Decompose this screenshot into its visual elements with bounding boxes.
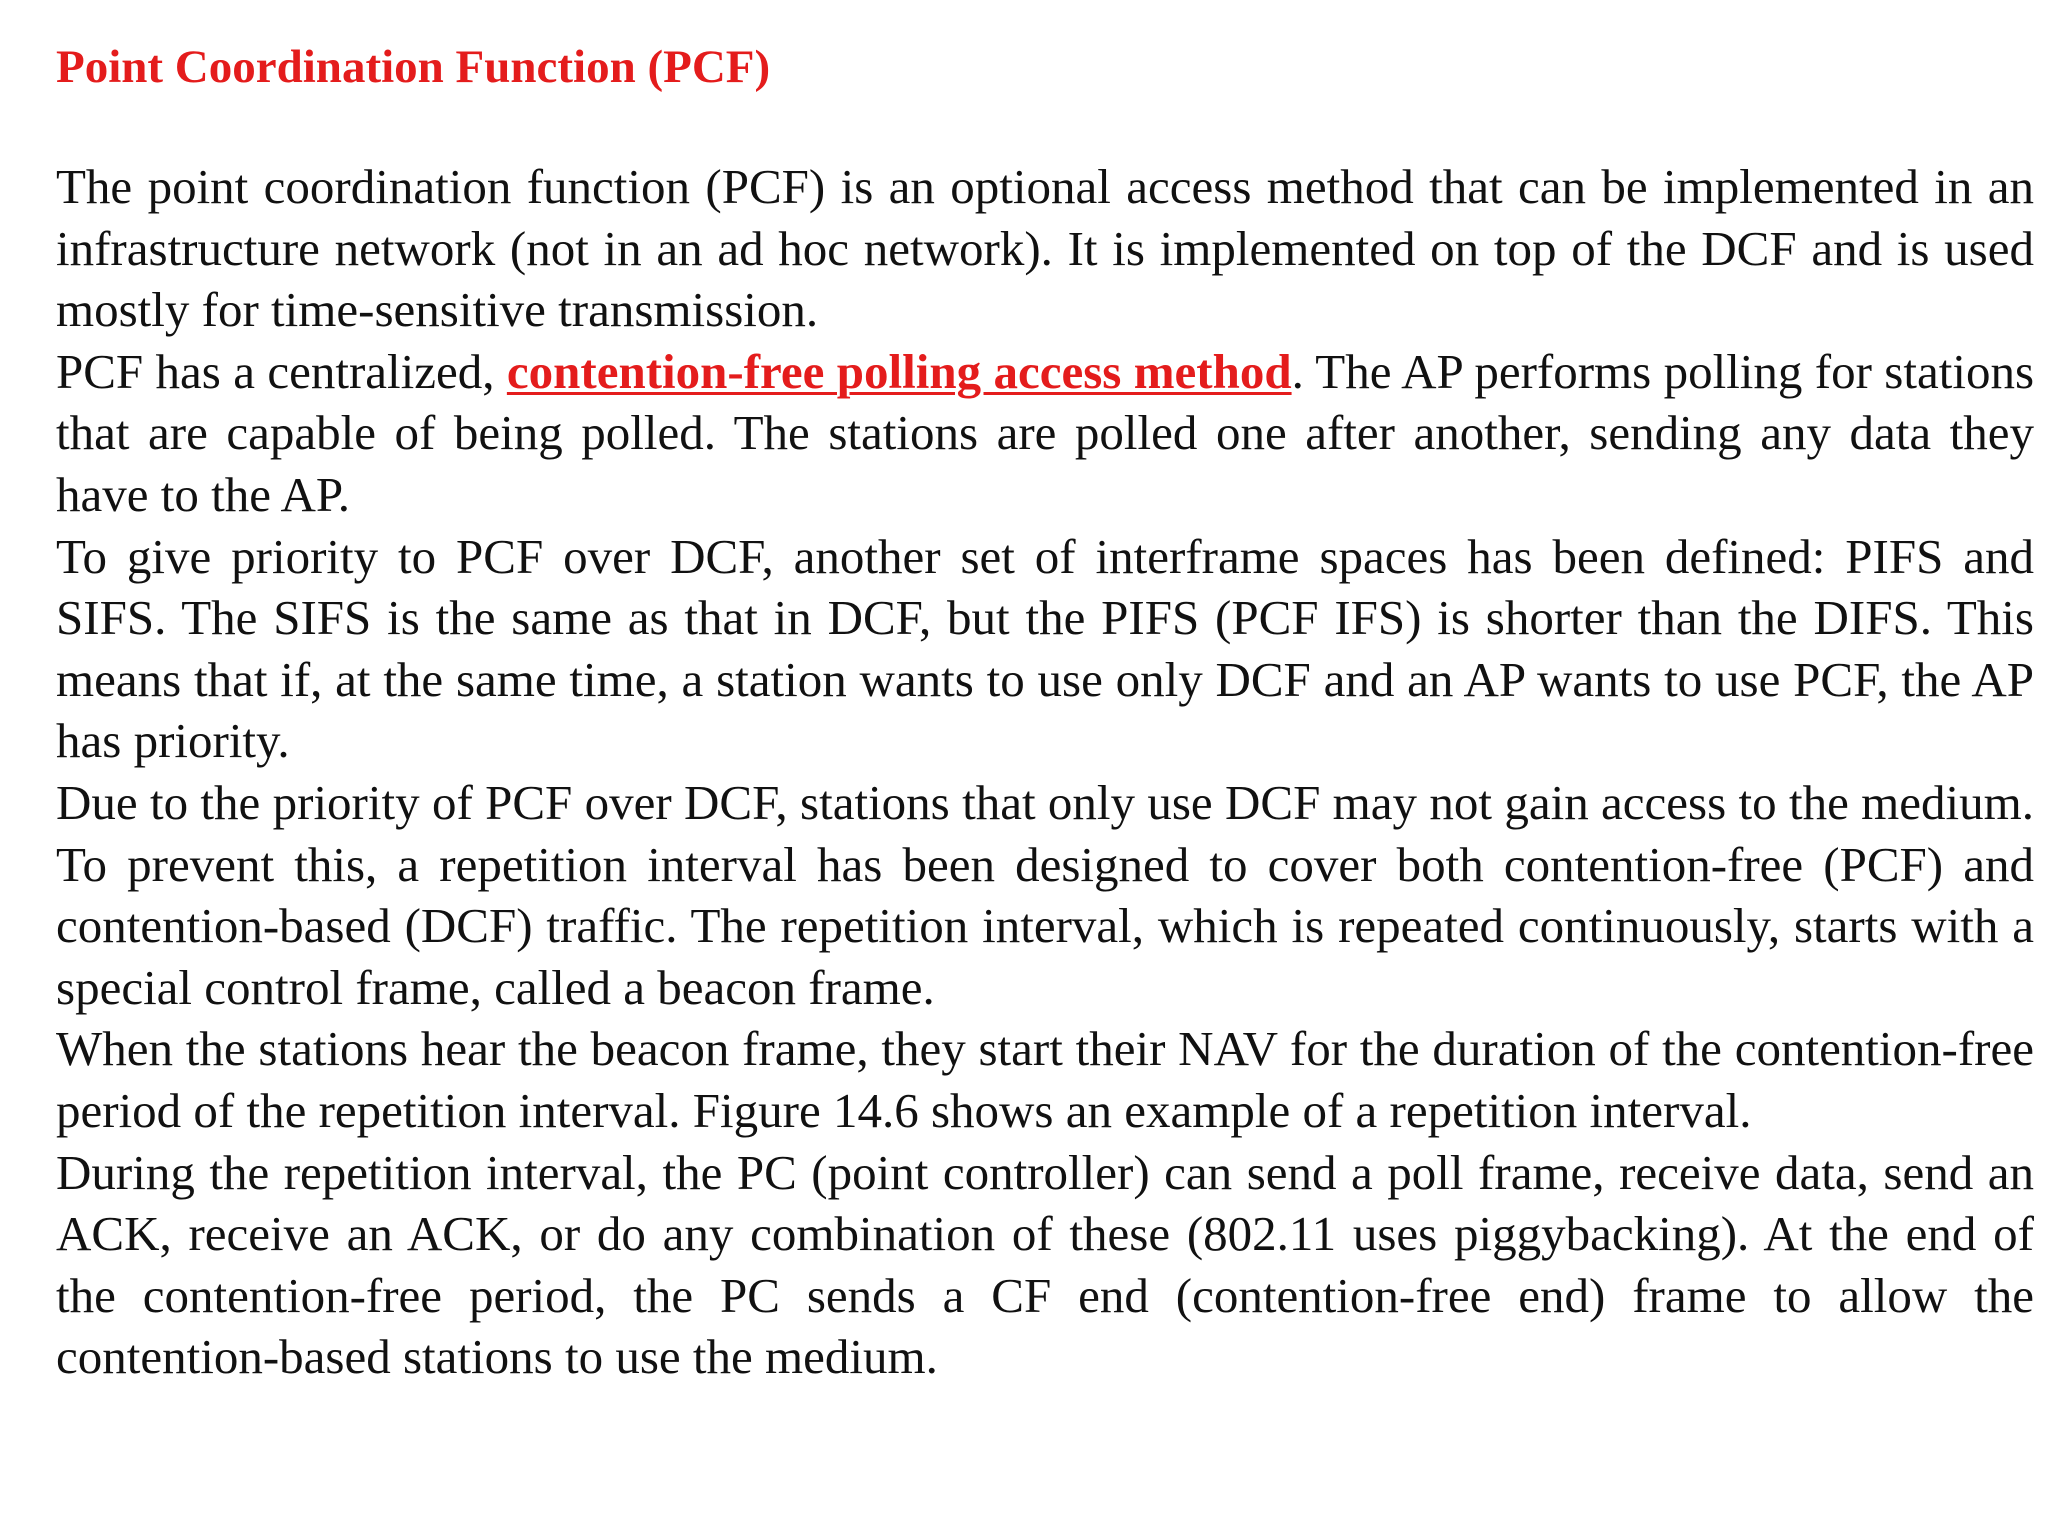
document-body (56, 156, 2034, 1388)
paragraph-repetition-interval: Due to the priority of PCF over DCF, stations that only use DCF may not gain access to the medium. To prevent this, a repetition interval has been designed to cover both contention-free (PCF) and contention-based (DCF) traffic. The repetition interval, which is repeated continuously, starts with a special control frame, called a beacon frame. (56, 774, 2034, 1015)
paragraph-contention-free-period: During the repetition interval, the PC (point controller) can send a poll frame, receive data, send an ACK, receive an ACK, or do any combination of these (802.11 uses piggybacking). At the end of the contention-free period, the PC sends a CF end (contention-free end) frame to allow the contention-based stations to use the medium. (56, 1144, 2034, 1385)
paragraph-pcf-polling (56, 341, 2034, 526)
page-title: Point Coordination Function (PCF) (56, 41, 771, 93)
paragraph-pcf-intro: The point coordination function (PCF) is an optional access method that can be implemented in an infrastructure network (not in an ad hoc network). It is implemented on top of the DCF and is used mostly for time-sensitive transmission. (56, 159, 2034, 338)
paragraph-beacon-frame: When the stations hear the beacon frame, they start their NAV for the duration of the contention-free period of the repetition interval. Figure 14.6 shows an example of a repetition interval. (56, 1021, 2034, 1138)
paragraph-text: . The AP performs polling for stations that are capable of being polled. The stations are polled one after another, sending any data they have to the AP. (56, 343, 2035, 522)
document-page (56, 34, 2034, 1388)
paragraph-text: PCF has a centralized, (56, 343, 507, 399)
highlighted-term: contention-free polling access method (506, 343, 1292, 399)
paragraph-interframe-spaces: To give priority to PCF over DCF, another set of interframe spaces has been defined: PIFS and SIFS. The SIFS is the same as that in DCF, but the PIFS (PCF IFS) is shorter than the DIFS. This means that if, at the same time, a station wants to use only DCF and an AP wants to use PCF, the AP has priority. (56, 528, 2034, 769)
